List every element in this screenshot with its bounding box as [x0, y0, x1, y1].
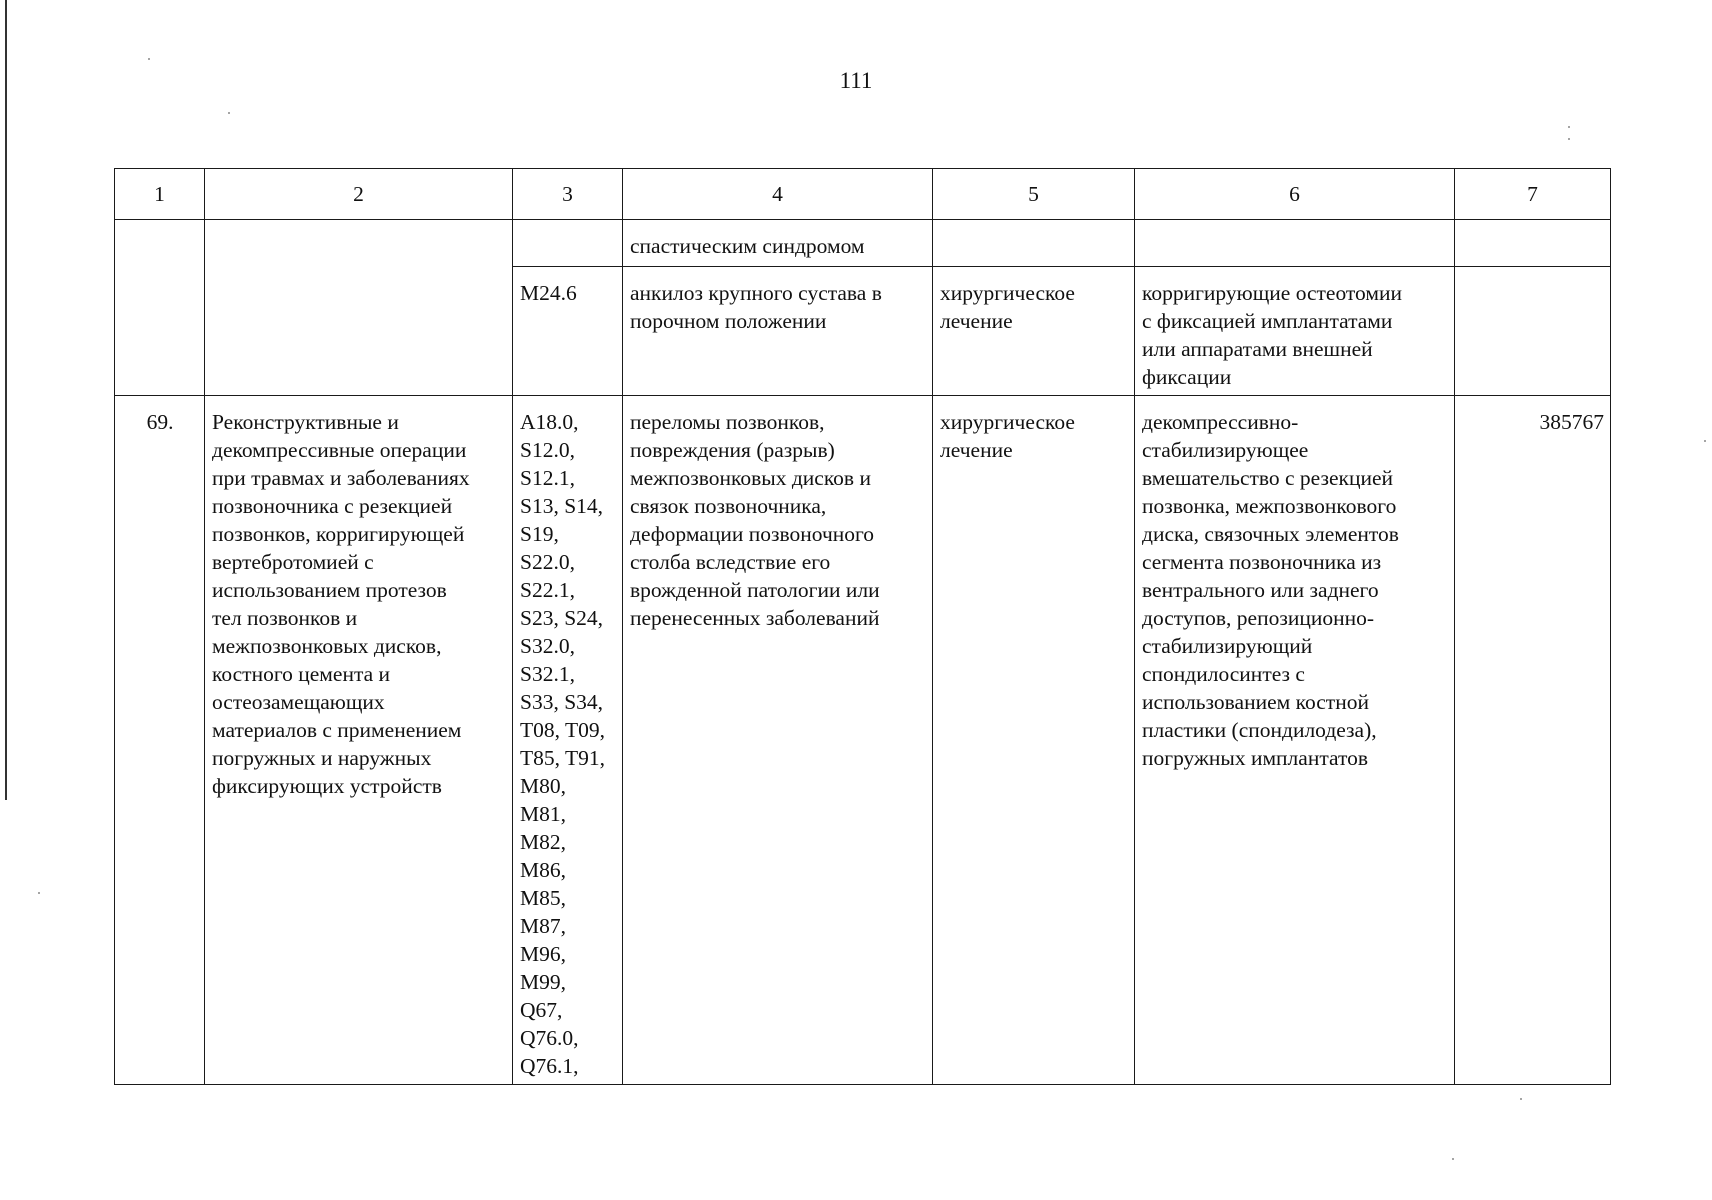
- header-cell: 4: [623, 169, 933, 220]
- scan-speck: [1452, 1158, 1454, 1160]
- method-line: диска, связочных элементов: [1142, 522, 1399, 546]
- treatment-cell: [933, 396, 1135, 1085]
- name-line: использованием протезов: [212, 578, 447, 602]
- table-row-continuation: [115, 220, 1611, 267]
- method-cell-empty: [1135, 220, 1455, 267]
- name-line: костного цемента и: [212, 662, 391, 686]
- diagnosis-line: связок позвоночника,: [630, 494, 827, 518]
- code-line: S13, S14,: [520, 494, 604, 518]
- name-line: остеозамещающих: [212, 690, 385, 714]
- method-line: корригирующие остеотомии: [1142, 281, 1402, 305]
- header-cell: 3: [513, 169, 623, 220]
- name-line: межпозвонковых дисков,: [212, 634, 442, 658]
- method-line: декомпрессивно-: [1142, 410, 1299, 434]
- diagnosis-line: деформации позвоночного: [630, 522, 875, 546]
- method-line: или аппаратами внешней: [1142, 337, 1373, 361]
- code-cell-empty: [513, 220, 623, 267]
- name-line: декомпрессивные операции: [212, 438, 467, 462]
- name-line: позвонков, корригирующей: [212, 522, 465, 546]
- table-header-row: [115, 169, 1611, 220]
- method-cell: [1135, 396, 1455, 1085]
- code-cell: [513, 396, 623, 1085]
- scan-speck: [1568, 138, 1570, 140]
- method-line: с фиксацией имплантатами: [1142, 309, 1393, 333]
- diagnosis-line: врожденной патологии или: [630, 578, 880, 602]
- diagnosis-cell: [623, 267, 933, 396]
- diagnosis-line: повреждения (разрыв): [630, 438, 835, 462]
- name-line: вертебротомией с: [212, 550, 374, 574]
- scan-speck: [1704, 440, 1706, 442]
- code-line: M96,: [520, 942, 566, 966]
- code-line: M85,: [520, 886, 566, 910]
- code-line: Q67,: [520, 998, 563, 1022]
- method-line: доступов, репозиционно-: [1142, 606, 1375, 630]
- diagnosis-line: порочном положении: [630, 309, 827, 333]
- scan-speck: [1568, 126, 1570, 128]
- number-cell-empty: [115, 220, 205, 396]
- name-line: тел позвонков и: [212, 606, 358, 630]
- scan-speck: [38, 892, 40, 894]
- method-line: фиксации: [1142, 365, 1232, 389]
- cost-cell-empty: [1455, 267, 1611, 396]
- method-line: стабилизирующий: [1142, 634, 1313, 658]
- cost-cell: [1455, 396, 1611, 1085]
- code-line: S23, S24,: [520, 606, 604, 630]
- method-line: пластики (спондилодеза),: [1142, 718, 1377, 742]
- diagnosis-line: столба вследствие его: [630, 550, 831, 574]
- name-cell: [205, 396, 513, 1085]
- treatment-line: хирургическое: [940, 281, 1075, 305]
- header-cell: 5: [933, 169, 1135, 220]
- treatment-cell-empty: [933, 220, 1135, 267]
- name-line: погружных и наружных: [212, 746, 432, 770]
- header-cell: 2: [205, 169, 513, 220]
- method-line: сегмента позвоночника из: [1142, 550, 1382, 574]
- scan-speck: [148, 58, 150, 60]
- code-line: S19,: [520, 522, 559, 546]
- diagnosis-line: анкилоз крупного сустава в: [630, 281, 882, 305]
- medical-care-table: [114, 168, 1611, 1085]
- method-cell: [1135, 267, 1455, 396]
- code-line: M87,: [520, 914, 566, 938]
- name-line: Реконструктивные и: [212, 410, 399, 434]
- name-line: фиксирующих устройств: [212, 774, 442, 798]
- diagnosis-line: межпозвонковых дисков и: [630, 466, 871, 490]
- name-cell-empty: [205, 220, 513, 396]
- method-line: погружных имплантатов: [1142, 746, 1368, 770]
- code-text: М24.6: [520, 281, 577, 305]
- name-line: позвоночника с резекцией: [212, 494, 453, 518]
- header-cell: 6: [1135, 169, 1455, 220]
- code-line: А18.0,: [520, 410, 579, 434]
- diagnosis-line: переломы позвонков,: [630, 410, 825, 434]
- code-line: M86,: [520, 858, 566, 882]
- name-line: материалов с применением: [212, 718, 462, 742]
- code-line: Q76.1,: [520, 1054, 579, 1078]
- code-line: M99,: [520, 970, 566, 994]
- diagnosis-line: перенесенных заболеваний: [630, 606, 880, 630]
- method-line: позвонка, межпозвонкового: [1142, 494, 1397, 518]
- treatment-line: хирургическое: [940, 410, 1075, 434]
- treatment-line: лечение: [940, 438, 1013, 462]
- diagnosis-continuation-text: спастическим синдромом: [630, 234, 865, 258]
- code-line: S12.0,: [520, 438, 575, 462]
- code-line: S22.1,: [520, 578, 575, 602]
- code-line: T08, T09,: [520, 718, 606, 742]
- scan-speck: [228, 112, 230, 114]
- row-number: 69.: [146, 410, 174, 434]
- method-line: использованием костной: [1142, 690, 1369, 714]
- method-line: вентрального или заднего: [1142, 578, 1379, 602]
- code-line: S12.1,: [520, 466, 575, 490]
- code-line: S32.0,: [520, 634, 575, 658]
- method-line: спондилосинтез с: [1142, 662, 1305, 686]
- code-line: M81,: [520, 802, 566, 826]
- code-line: S32.1,: [520, 662, 575, 686]
- page-number: 111: [839, 68, 873, 93]
- code-line: Q76.0,: [520, 1026, 579, 1050]
- scan-edge-line: [5, 0, 7, 800]
- treatment-cell: [933, 267, 1135, 396]
- diagnosis-cell: [623, 220, 933, 267]
- code-line: S22.0,: [520, 550, 575, 574]
- header-cell: 7: [1455, 169, 1611, 220]
- code-line: S33, S34,: [520, 690, 604, 714]
- number-cell: [115, 396, 205, 1085]
- table-row-69: [115, 396, 1611, 1085]
- method-line: стабилизирующее: [1142, 438, 1309, 462]
- scan-speck: [1520, 1098, 1522, 1100]
- cost-cell-empty: [1455, 220, 1611, 267]
- code-cell: [513, 267, 623, 396]
- code-line: M82,: [520, 830, 566, 854]
- treatment-line: лечение: [940, 309, 1013, 333]
- name-line: при травмах и заболеваниях: [212, 466, 470, 490]
- code-line: T85, T91,: [520, 746, 606, 770]
- method-line: вмешательство с резекцией: [1142, 466, 1394, 490]
- header-cell: 1: [115, 169, 205, 220]
- code-line: M80,: [520, 774, 566, 798]
- cost-value: 385767: [1539, 410, 1604, 434]
- diagnosis-cell: [623, 396, 933, 1085]
